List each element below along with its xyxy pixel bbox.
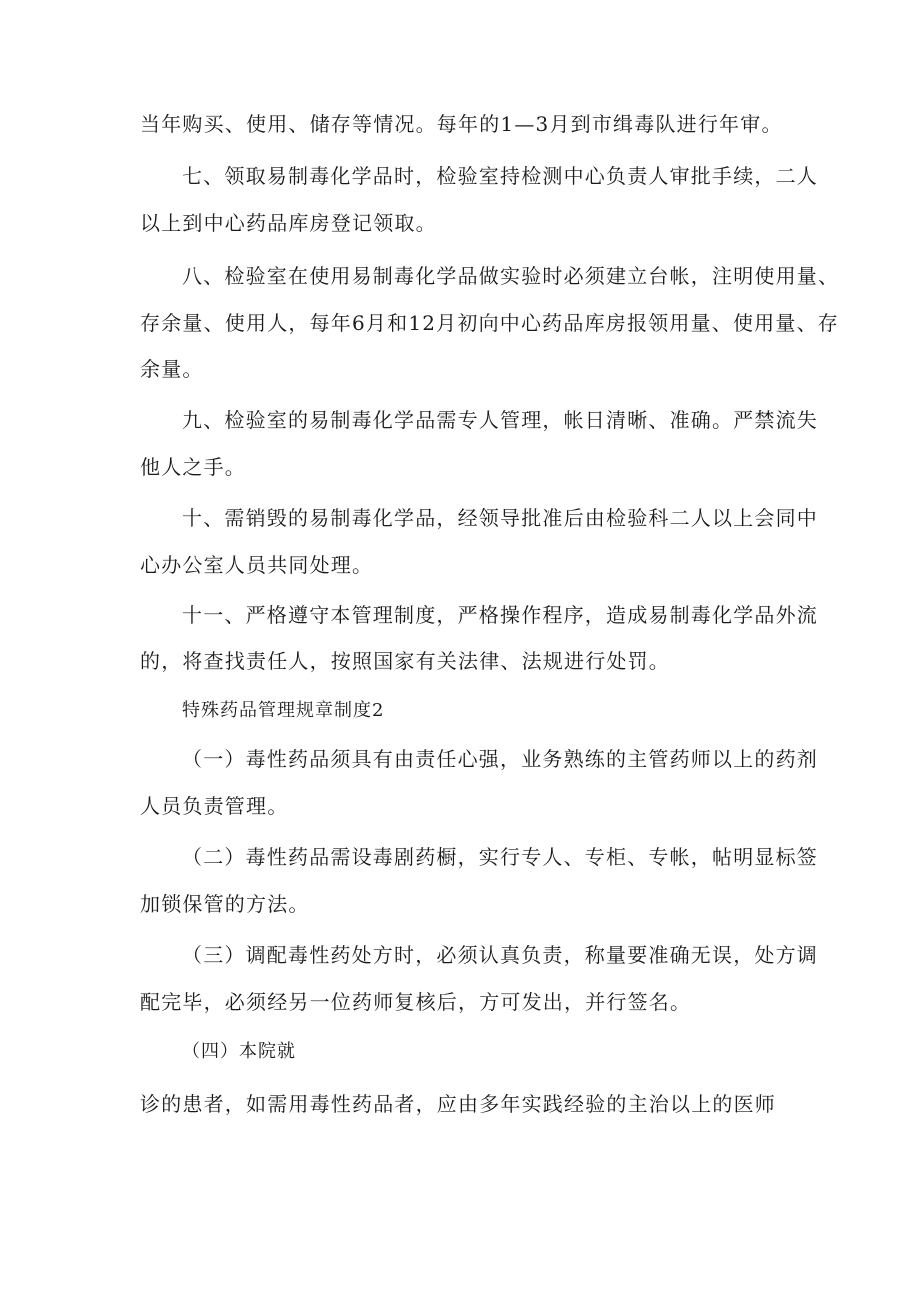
text-line: 以上到中心药品库房登记领取。	[140, 211, 437, 235]
paragraph-item-2: （二）毒性药品需设毒剧药橱，实行专人、专柜、专帐，帖明显标签	[182, 845, 818, 869]
text-line: 配完毕，必须经另一位药师复核后，方可发出，并行签名。	[140, 990, 692, 1014]
text-line: 人员负责管理。	[140, 794, 289, 818]
text-line: 存余量、使用人，每年6月和12月初向中心药品库房报领用量、使用量、存	[140, 311, 839, 335]
text-line: 加锁保管的方法。	[140, 892, 310, 916]
paragraph-item-3: （三）调配毒性药处方时，必须认真负责，称量要准确无误，处方调	[182, 943, 818, 967]
text-line: 他人之手。	[140, 455, 246, 479]
paragraph-item-10: 十、需销毁的易制毒化学品，经领导批准后由检验科二人以上会同中	[182, 506, 818, 530]
paragraph-item-4: （四）本院就	[182, 1041, 296, 1062]
paragraph-item-11: 十一、严格遵守本管理制度，严格操作程序，造成易制毒化学品外流	[182, 603, 818, 627]
paragraph-item-8: 八、检验室在使用易制毒化学品做实验时必须建立台帐，注明使用量、	[182, 264, 840, 288]
paragraph-item-9: 九、检验室的易制毒化学品需专人管理，帐日清晰、准确。严禁流失	[182, 408, 818, 432]
paragraph-item-7: 七、领取易制毒化学品时，检验室持检测中心负责人审批手续，二人	[182, 164, 818, 188]
text-line: 心办公室人员共同处理。	[140, 553, 374, 577]
text-line: 余量。	[140, 357, 204, 381]
text-line: 的，将查找责任人，按照国家有关法律、法规进行处罚。	[140, 649, 670, 673]
paragraph-item-1: （一）毒性药品须具有由责任心强，业务熟练的主管药师以上的药剂	[182, 747, 818, 771]
text-line: 诊的患者，如需用毒性药品者，应由多年实践经验的主治以上的医师	[140, 1092, 776, 1116]
text-line: 当年购买、使用、储存等情况。每年的1—3月到市缉毒队进行年审。	[140, 112, 783, 136]
section-heading: 特殊药品管理规章制度2	[182, 700, 385, 721]
